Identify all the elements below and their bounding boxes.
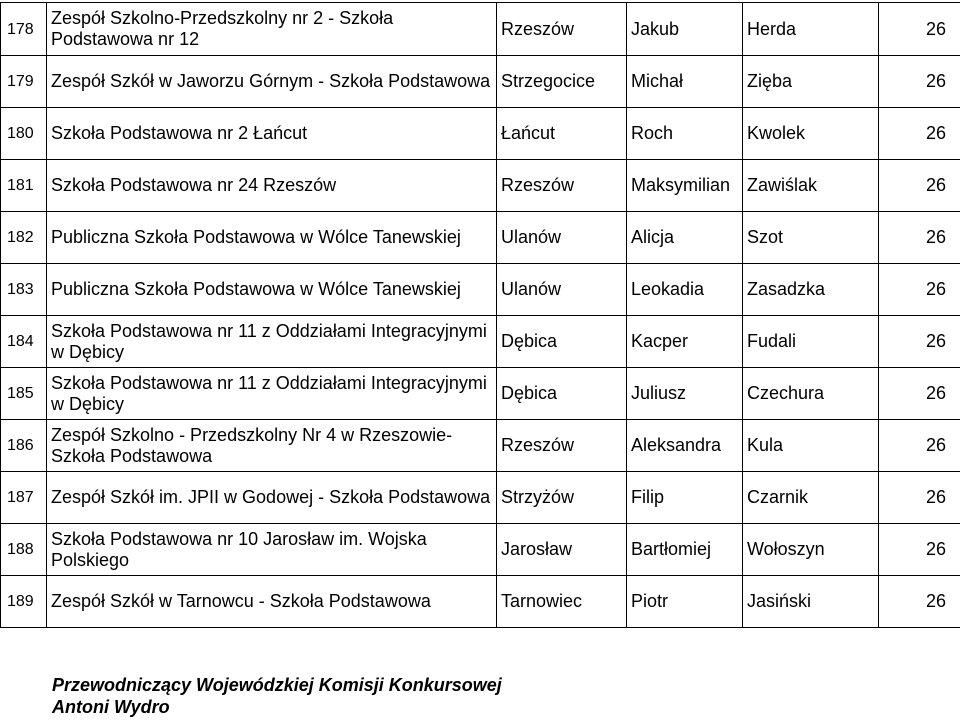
city: Jarosław <box>497 524 627 576</box>
points: 26 <box>879 264 960 316</box>
table-row <box>1 3 960 56</box>
points: 26 <box>879 576 960 628</box>
school-name: Szkoła Podstawowa nr 2 Łańcut <box>47 108 497 160</box>
first-name: Filip <box>627 472 743 524</box>
first-name: Kacper <box>627 316 743 368</box>
committee-chair-title: Przewodniczący Wojewódzkiej Komisji Konkursowej <box>52 675 502 695</box>
table-row <box>1 212 960 264</box>
city: Strzegocice <box>497 56 627 108</box>
first-name: Aleksandra <box>627 420 743 472</box>
row-number: 180 <box>1 108 47 160</box>
points: 26 <box>879 212 960 264</box>
city: Rzeszów <box>497 420 627 472</box>
row-number: 185 <box>1 368 47 420</box>
points: 26 <box>879 160 960 212</box>
table-row <box>1 472 960 524</box>
table-row <box>1 264 960 316</box>
first-name: Leokadia <box>627 264 743 316</box>
last-name: Herda <box>743 3 879 56</box>
school-name: Zespół Szkolno - Przedszkolny Nr 4 w Rzeszowie- Szkoła Podstawowa <box>47 420 497 472</box>
row-number: 182 <box>1 212 47 264</box>
first-name: Michał <box>627 56 743 108</box>
last-name: Jasiński <box>743 576 879 628</box>
school-name: Szkoła Podstawowa nr 11 z Oddziałami Integracyjnymi w Dębicy <box>47 368 497 420</box>
results-table <box>0 2 960 628</box>
first-name: Bartłomiej <box>627 524 743 576</box>
table-row <box>1 160 960 212</box>
table-row <box>1 56 960 108</box>
points: 26 <box>879 368 960 420</box>
last-name: Kula <box>743 420 879 472</box>
city: Łańcut <box>497 108 627 160</box>
city: Rzeszów <box>497 160 627 212</box>
last-name: Wołoszyn <box>743 524 879 576</box>
school-name: Zespół Szkolno-Przedszkolny nr 2 - Szkoła Podstawowa nr 12 <box>47 3 497 56</box>
row-number: 187 <box>1 472 47 524</box>
city: Tarnowiec <box>497 576 627 628</box>
last-name: Czechura <box>743 368 879 420</box>
last-name: Kwolek <box>743 108 879 160</box>
committee-chair-name: Antoni Wydro <box>52 697 170 717</box>
row-number: 183 <box>1 264 47 316</box>
table-row <box>1 420 960 472</box>
table-row <box>1 368 960 420</box>
last-name: Czarnik <box>743 472 879 524</box>
first-name: Roch <box>627 108 743 160</box>
row-number: 184 <box>1 316 47 368</box>
first-name: Juliusz <box>627 368 743 420</box>
row-number: 178 <box>1 3 47 56</box>
row-number: 179 <box>1 56 47 108</box>
row-number: 186 <box>1 420 47 472</box>
signature-block <box>52 674 752 718</box>
school-name: Publiczna Szkoła Podstawowa w Wólce Tanewskiej <box>47 264 497 316</box>
last-name: Szot <box>743 212 879 264</box>
points: 26 <box>879 316 960 368</box>
first-name: Maksymilian <box>627 160 743 212</box>
school-name: Szkoła Podstawowa nr 24 Rzeszów <box>47 160 497 212</box>
city: Rzeszów <box>497 3 627 56</box>
points: 26 <box>879 3 960 56</box>
city: Ulanów <box>497 264 627 316</box>
school-name: Publiczna Szkoła Podstawowa w Wólce Tanewskiej <box>47 212 497 264</box>
points: 26 <box>879 108 960 160</box>
last-name: Zasadzka <box>743 264 879 316</box>
school-name: Szkoła Podstawowa nr 10 Jarosław im. Wojska Polskiego <box>47 524 497 576</box>
points: 26 <box>879 524 960 576</box>
table-row <box>1 576 960 628</box>
city: Dębica <box>497 368 627 420</box>
table-row <box>1 108 960 160</box>
school-name: Zespół Szkół w Tarnowcu - Szkoła Podstawowa <box>47 576 497 628</box>
last-name: Zawiślak <box>743 160 879 212</box>
city: Ulanów <box>497 212 627 264</box>
row-number: 188 <box>1 524 47 576</box>
points: 26 <box>879 56 960 108</box>
first-name: Piotr <box>627 576 743 628</box>
city: Dębica <box>497 316 627 368</box>
school-name: Zespół Szkół w Jaworzu Górnym - Szkoła Podstawowa <box>47 56 497 108</box>
row-number: 189 <box>1 576 47 628</box>
results-table-body <box>1 3 960 628</box>
school-name: Zespół Szkół im. JPII w Godowej - Szkoła Podstawowa <box>47 472 497 524</box>
first-name: Jakub <box>627 3 743 56</box>
table-row <box>1 524 960 576</box>
last-name: Zięba <box>743 56 879 108</box>
city: Strzyżów <box>497 472 627 524</box>
points: 26 <box>879 472 960 524</box>
first-name: Alicja <box>627 212 743 264</box>
last-name: Fudali <box>743 316 879 368</box>
school-name: Szkoła Podstawowa nr 11 z Oddziałami Integracyjnymi w Dębicy <box>47 316 497 368</box>
table-row <box>1 316 960 368</box>
points: 26 <box>879 420 960 472</box>
row-number: 181 <box>1 160 47 212</box>
